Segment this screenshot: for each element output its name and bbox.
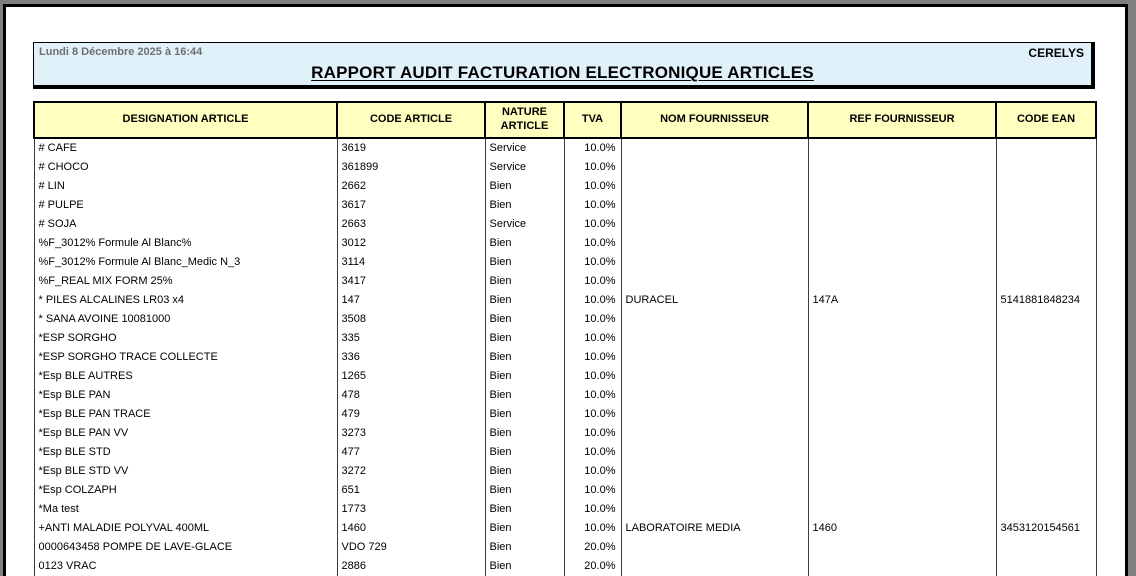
company-name: CERELYS xyxy=(1028,46,1084,60)
cell-nom-fournisseur xyxy=(621,538,808,557)
cell-nature-article: Bien xyxy=(485,329,564,348)
cell-code-ean xyxy=(996,386,1096,405)
table-row xyxy=(34,310,1096,329)
cell-code-article: 651 xyxy=(337,481,485,500)
cell-code-ean xyxy=(996,424,1096,443)
cell-tva: 10.0% xyxy=(564,310,621,329)
cell-nom-fournisseur xyxy=(621,481,808,500)
cell-designation: +ANTI MALADIE POLYVAL 400ML xyxy=(34,519,337,538)
cell-designation: * PILES ALCALINES LR03 x4 xyxy=(34,291,337,310)
cell-nature-article: Bien xyxy=(485,253,564,272)
cell-tva: 10.0% xyxy=(564,138,621,158)
cell-tva: 10.0% xyxy=(564,329,621,348)
cell-code-ean xyxy=(996,481,1096,500)
cell-ref-fournisseur xyxy=(808,329,996,348)
cell-nom-fournisseur xyxy=(621,253,808,272)
cell-ref-fournisseur xyxy=(808,557,996,576)
cell-ref-fournisseur xyxy=(808,405,996,424)
cell-nom-fournisseur xyxy=(621,234,808,253)
cell-nom-fournisseur xyxy=(621,272,808,291)
cell-nom-fournisseur xyxy=(621,329,808,348)
table-row xyxy=(34,272,1096,291)
report-header-box xyxy=(33,42,1095,89)
cell-ref-fournisseur xyxy=(808,177,996,196)
cell-ref-fournisseur: 1460 xyxy=(808,519,996,538)
cell-ref-fournisseur xyxy=(808,253,996,272)
cell-ref-fournisseur xyxy=(808,234,996,253)
cell-tva: 10.0% xyxy=(564,348,621,367)
cell-nom-fournisseur: LABORATOIRE MEDIA xyxy=(621,519,808,538)
cell-code-article: 3012 xyxy=(337,234,485,253)
cell-code-ean xyxy=(996,310,1096,329)
cell-tva: 20.0% xyxy=(564,538,621,557)
cell-nom-fournisseur xyxy=(621,177,808,196)
cell-nom-fournisseur xyxy=(621,386,808,405)
cell-tva: 10.0% xyxy=(564,291,621,310)
report-page xyxy=(3,4,1128,576)
table-row xyxy=(34,405,1096,424)
cell-tva: 10.0% xyxy=(564,462,621,481)
cell-nom-fournisseur xyxy=(621,215,808,234)
cell-nom-fournisseur xyxy=(621,348,808,367)
table-row xyxy=(34,519,1096,538)
table-row xyxy=(34,177,1096,196)
cell-code-ean xyxy=(996,405,1096,424)
cell-tva: 10.0% xyxy=(564,481,621,500)
cell-tva: 10.0% xyxy=(564,158,621,177)
table-row xyxy=(34,329,1096,348)
cell-code-ean xyxy=(996,196,1096,215)
cell-code-ean xyxy=(996,234,1096,253)
cell-code-article: 336 xyxy=(337,348,485,367)
cell-nature-article: Bien xyxy=(485,234,564,253)
cell-nature-article: Bien xyxy=(485,481,564,500)
cell-code-ean xyxy=(996,138,1096,158)
cell-code-article: 1265 xyxy=(337,367,485,386)
cell-nature-article: Service xyxy=(485,158,564,177)
cell-code-article: 335 xyxy=(337,329,485,348)
table-row xyxy=(34,443,1096,462)
cell-nature-article: Bien xyxy=(485,557,564,576)
cell-ref-fournisseur xyxy=(808,386,996,405)
cell-designation: *ESP SORGHO TRACE COLLECTE xyxy=(34,348,337,367)
cell-nature-article: Bien xyxy=(485,500,564,519)
cell-designation: 0000643458 POMPE DE LAVE-GLACE xyxy=(34,538,337,557)
cell-designation: # SOJA xyxy=(34,215,337,234)
table-row xyxy=(34,538,1096,557)
cell-designation: %F_REAL MIX FORM 25% xyxy=(34,272,337,291)
cell-designation: * SANA AVOINE 10081000 xyxy=(34,310,337,329)
cell-tva: 10.0% xyxy=(564,272,621,291)
cell-ref-fournisseur xyxy=(808,215,996,234)
cell-ref-fournisseur xyxy=(808,196,996,215)
cell-nom-fournisseur xyxy=(621,424,808,443)
articles-table xyxy=(33,101,1097,576)
cell-tva: 10.0% xyxy=(564,500,621,519)
table-row xyxy=(34,234,1096,253)
cell-nature-article: Bien xyxy=(485,177,564,196)
cell-tva: 10.0% xyxy=(564,196,621,215)
col-header-designation: DESIGNATION ARTICLE xyxy=(34,102,337,138)
cell-code-article: 478 xyxy=(337,386,485,405)
cell-code-ean xyxy=(996,462,1096,481)
table-row xyxy=(34,138,1096,158)
cell-code-ean xyxy=(996,272,1096,291)
cell-code-article: 3619 xyxy=(337,138,485,158)
report-title: RAPPORT AUDIT FACTURATION ELECTRONIQUE ARTICLES xyxy=(311,63,814,82)
cell-tva: 10.0% xyxy=(564,215,621,234)
cell-nature-article: Bien xyxy=(485,367,564,386)
cell-designation: *Esp BLE STD xyxy=(34,443,337,462)
cell-code-ean xyxy=(996,367,1096,386)
cell-tva: 10.0% xyxy=(564,253,621,272)
cell-code-ean xyxy=(996,329,1096,348)
cell-code-ean xyxy=(996,158,1096,177)
cell-nature-article: Bien xyxy=(485,291,564,310)
cell-nature-article: Bien xyxy=(485,443,564,462)
table-row xyxy=(34,215,1096,234)
header-row xyxy=(34,102,1096,138)
cell-code-article: 3617 xyxy=(337,196,485,215)
cell-nature-article: Bien xyxy=(485,405,564,424)
cell-code-ean xyxy=(996,500,1096,519)
cell-designation: # PULPE xyxy=(34,196,337,215)
cell-tva: 10.0% xyxy=(564,367,621,386)
cell-tva: 10.0% xyxy=(564,177,621,196)
col-header-code-article: CODE ARTICLE xyxy=(337,102,485,138)
cell-designation: *Esp BLE PAN TRACE xyxy=(34,405,337,424)
cell-code-article: 477 xyxy=(337,443,485,462)
cell-nature-article: Service xyxy=(485,138,564,158)
report-datetime: Lundi 8 Décembre 2025 à 16:44 xyxy=(39,46,203,58)
cell-tva: 10.0% xyxy=(564,519,621,538)
table-body xyxy=(34,138,1096,576)
col-header-tva: TVA xyxy=(564,102,621,138)
cell-code-ean xyxy=(996,215,1096,234)
cell-code-article: 2663 xyxy=(337,215,485,234)
cell-nature-article: Bien xyxy=(485,310,564,329)
cell-code-ean xyxy=(996,557,1096,576)
col-header-code-ean: CODE EAN xyxy=(996,102,1096,138)
cell-nom-fournisseur xyxy=(621,462,808,481)
cell-ref-fournisseur xyxy=(808,443,996,462)
cell-code-ean xyxy=(996,177,1096,196)
cell-ref-fournisseur xyxy=(808,367,996,386)
table-row xyxy=(34,500,1096,519)
table-row xyxy=(34,557,1096,576)
cell-code-article: 3273 xyxy=(337,424,485,443)
cell-nom-fournisseur: DURACEL xyxy=(621,291,808,310)
cell-ref-fournisseur xyxy=(808,424,996,443)
cell-nom-fournisseur xyxy=(621,367,808,386)
table-row xyxy=(34,196,1096,215)
cell-tva: 10.0% xyxy=(564,234,621,253)
cell-tva: 20.0% xyxy=(564,557,621,576)
cell-designation: *Esp BLE PAN VV xyxy=(34,424,337,443)
cell-ref-fournisseur xyxy=(808,481,996,500)
cell-designation: # CAFE xyxy=(34,138,337,158)
cell-ref-fournisseur xyxy=(808,348,996,367)
table-row xyxy=(34,424,1096,443)
cell-designation: *Ma test xyxy=(34,500,337,519)
cell-nom-fournisseur xyxy=(621,196,808,215)
table-row xyxy=(34,291,1096,310)
cell-designation: *Esp COLZAPH xyxy=(34,481,337,500)
cell-nature-article: Bien xyxy=(485,348,564,367)
cell-nom-fournisseur xyxy=(621,310,808,329)
cell-ref-fournisseur: 147A xyxy=(808,291,996,310)
cell-code-ean: 3453120154561 xyxy=(996,519,1096,538)
table-row xyxy=(34,348,1096,367)
cell-tva: 10.0% xyxy=(564,443,621,462)
cell-ref-fournisseur xyxy=(808,158,996,177)
cell-code-article: 361899 xyxy=(337,158,485,177)
cell-nature-article: Bien xyxy=(485,272,564,291)
cell-code-ean: 5141881848234 xyxy=(996,291,1096,310)
col-header-ref-fournisseur: REF FOURNISSEUR xyxy=(808,102,996,138)
cell-code-article: 3272 xyxy=(337,462,485,481)
cell-nom-fournisseur xyxy=(621,500,808,519)
cell-nature-article: Bien xyxy=(485,424,564,443)
cell-nature-article: Service xyxy=(485,215,564,234)
cell-ref-fournisseur xyxy=(808,462,996,481)
cell-designation: # LIN xyxy=(34,177,337,196)
cell-nature-article: Bien xyxy=(485,462,564,481)
cell-tva: 10.0% xyxy=(564,424,621,443)
cell-designation: %F_3012% Formule Al Blanc% xyxy=(34,234,337,253)
cell-nature-article: Bien xyxy=(485,538,564,557)
cell-nom-fournisseur xyxy=(621,158,808,177)
cell-nature-article: Bien xyxy=(485,196,564,215)
cell-code-article: 3114 xyxy=(337,253,485,272)
cell-ref-fournisseur xyxy=(808,310,996,329)
cell-ref-fournisseur xyxy=(808,272,996,291)
cell-code-article: VDO 729 xyxy=(337,538,485,557)
table-row xyxy=(34,253,1096,272)
cell-designation: *Esp BLE AUTRES xyxy=(34,367,337,386)
cell-tva: 10.0% xyxy=(564,405,621,424)
cell-code-article: 1460 xyxy=(337,519,485,538)
cell-ref-fournisseur xyxy=(808,138,996,158)
cell-code-article: 3417 xyxy=(337,272,485,291)
cell-nom-fournisseur xyxy=(621,138,808,158)
cell-code-article: 2886 xyxy=(337,557,485,576)
cell-code-article: 2662 xyxy=(337,177,485,196)
cell-nature-article: Bien xyxy=(485,386,564,405)
cell-designation: 0123 VRAC xyxy=(34,557,337,576)
col-header-nature-article: NATURE ARTICLE xyxy=(485,102,564,138)
cell-code-article: 479 xyxy=(337,405,485,424)
table-row xyxy=(34,386,1096,405)
cell-ref-fournisseur xyxy=(808,500,996,519)
cell-nom-fournisseur xyxy=(621,405,808,424)
cell-code-ean xyxy=(996,443,1096,462)
table-row xyxy=(34,462,1096,481)
cell-designation: *Esp BLE PAN xyxy=(34,386,337,405)
cell-designation: %F_3012% Formule Al Blanc_Medic N_3 xyxy=(34,253,337,272)
table-header xyxy=(34,102,1096,138)
cell-code-article: 3508 xyxy=(337,310,485,329)
table-row xyxy=(34,367,1096,386)
table-row xyxy=(34,481,1096,500)
cell-tva: 10.0% xyxy=(564,386,621,405)
col-header-nom-fournisseur: NOM FOURNISSEUR xyxy=(621,102,808,138)
cell-ref-fournisseur xyxy=(808,538,996,557)
table-row xyxy=(34,158,1096,177)
cell-nature-article: Bien xyxy=(485,519,564,538)
cell-code-ean xyxy=(996,538,1096,557)
cell-designation: # CHOCO xyxy=(34,158,337,177)
cell-designation: *ESP SORGHO xyxy=(34,329,337,348)
cell-nom-fournisseur xyxy=(621,443,808,462)
cell-nom-fournisseur xyxy=(621,557,808,576)
cell-code-article: 147 xyxy=(337,291,485,310)
cell-code-article: 1773 xyxy=(337,500,485,519)
cell-code-ean xyxy=(996,348,1096,367)
cell-code-ean xyxy=(996,253,1096,272)
cell-designation: *Esp BLE STD VV xyxy=(34,462,337,481)
